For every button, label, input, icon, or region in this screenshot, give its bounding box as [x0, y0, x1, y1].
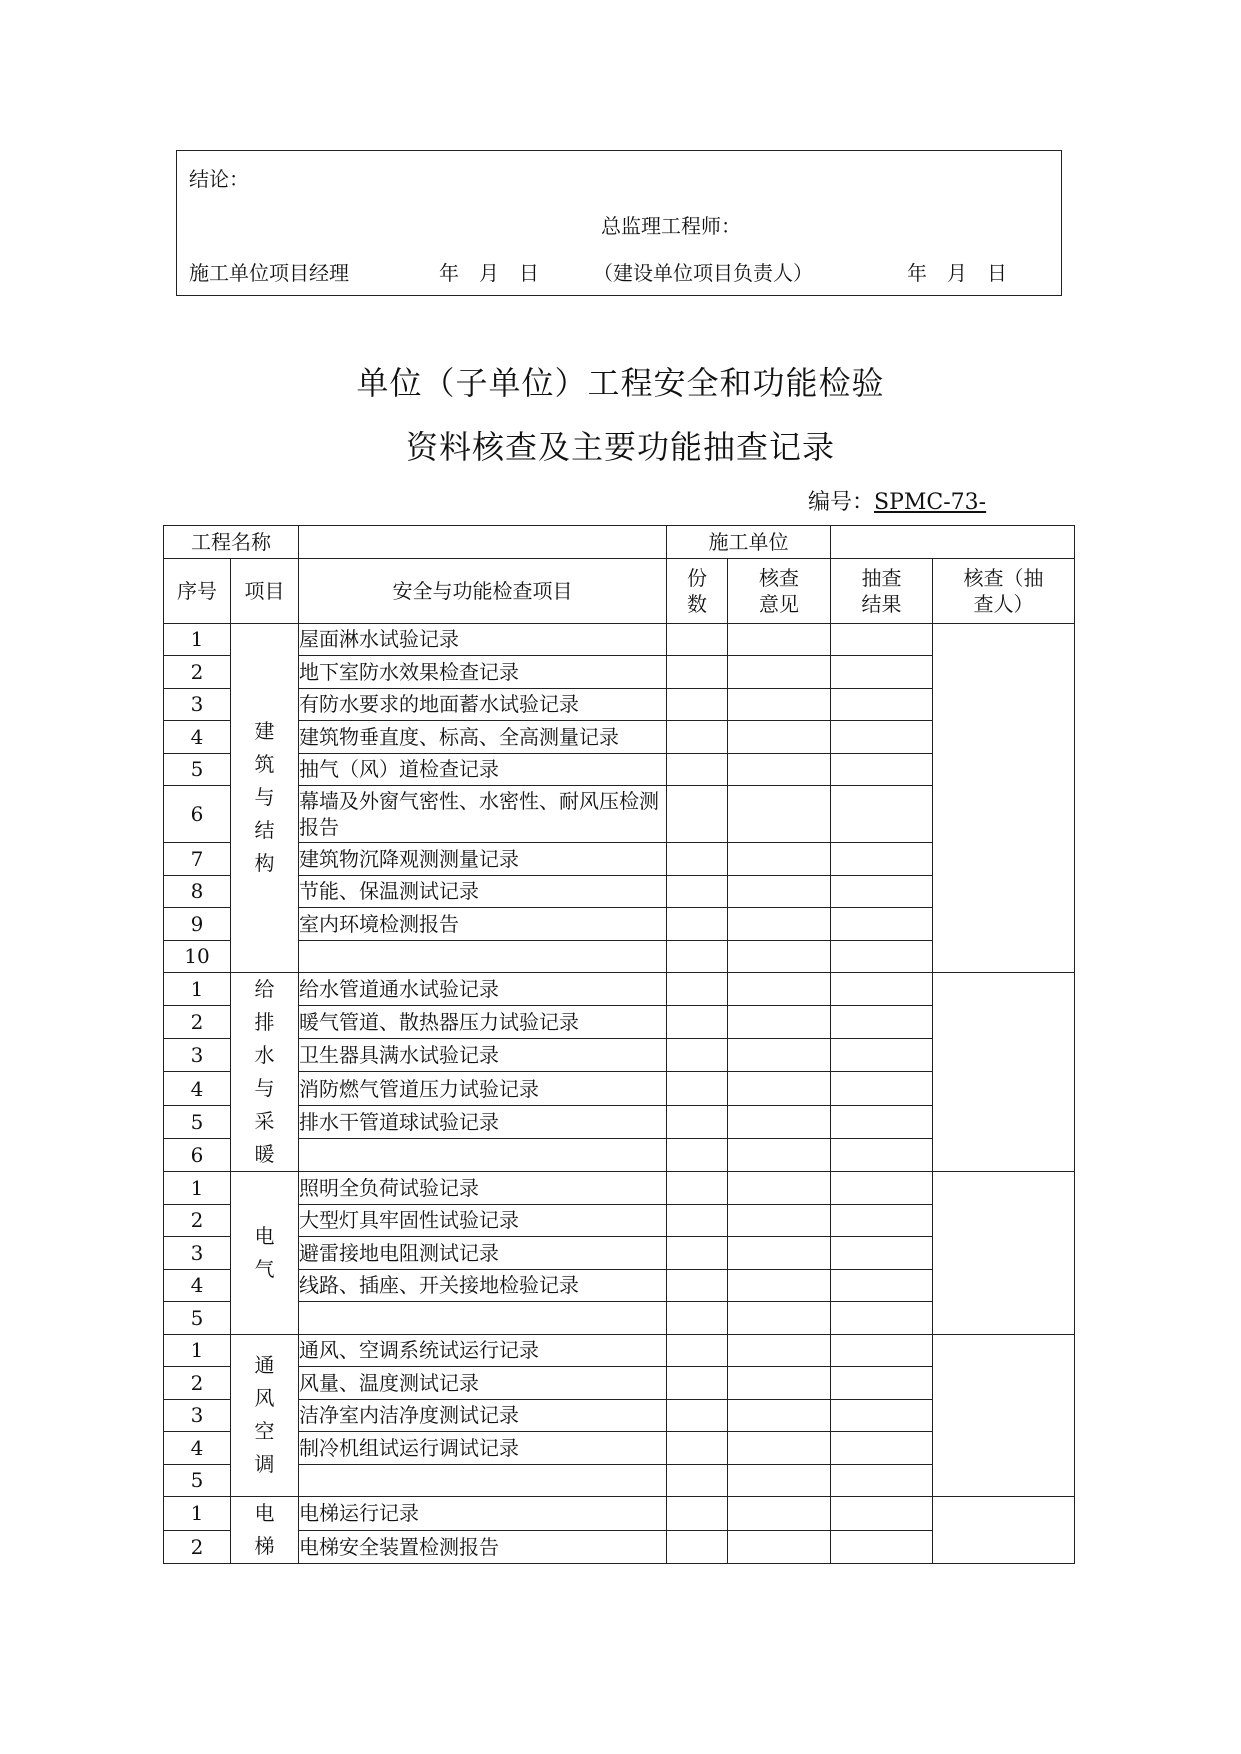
copies-cell[interactable]	[667, 1204, 728, 1237]
check-item	[299, 1464, 667, 1497]
review-opinion-cell[interactable]	[728, 843, 831, 876]
group-name	[231, 623, 299, 973]
spot-result-cell[interactable]	[831, 656, 933, 689]
copies-cell[interactable]	[667, 1006, 728, 1039]
review-opinion-cell[interactable]	[728, 908, 831, 941]
copies-cell[interactable]	[667, 973, 728, 1006]
chief-supervisor-label: 总监理工程师：	[601, 214, 741, 238]
copies-cell[interactable]	[667, 1530, 728, 1564]
row-seq: 1	[164, 1334, 231, 1367]
copies-cell[interactable]	[667, 1432, 728, 1465]
review-opinion-cell[interactable]	[728, 1237, 831, 1270]
review-opinion-cell[interactable]	[728, 1269, 831, 1302]
document-number-value: SPMC-73-	[874, 490, 987, 515]
check-item: 室内环境检测报告	[299, 908, 667, 941]
table-row	[164, 623, 1075, 656]
review-opinion-cell[interactable]	[728, 875, 831, 908]
spot-result-cell[interactable]	[831, 1269, 933, 1302]
header-seq: 序号	[164, 558, 231, 623]
project-name-label: 工程名称	[164, 526, 299, 559]
header-spot-result: 抽查结果	[831, 558, 933, 623]
copies-cell[interactable]	[667, 1172, 728, 1205]
copies-cell[interactable]	[667, 721, 728, 754]
row-seq: 4	[164, 1432, 231, 1465]
page-title-line2: 资料核查及主要功能抽查记录	[405, 428, 835, 466]
check-item: 地下室防水效果检查记录	[299, 656, 667, 689]
contractor-label: 施工单位	[667, 526, 831, 559]
copies-cell[interactable]	[667, 1269, 728, 1302]
row-seq: 3	[164, 1237, 231, 1270]
row-seq: 4	[164, 1072, 231, 1105]
spot-result-cell[interactable]	[831, 688, 933, 721]
spot-result-cell[interactable]	[831, 1302, 933, 1335]
check-item: 排水干管道球试验记录	[299, 1105, 667, 1138]
spot-result-cell[interactable]	[831, 1464, 933, 1497]
check-item: 屋面淋水试验记录	[299, 623, 667, 656]
spot-result-cell[interactable]	[831, 1105, 933, 1138]
check-item: 抽气（风）道检查记录	[299, 753, 667, 786]
spot-result-cell[interactable]	[831, 1138, 933, 1171]
check-item: 给水管道通水试验记录	[299, 973, 667, 1006]
spot-result-cell[interactable]	[831, 1072, 933, 1105]
contractor-value[interactable]	[831, 526, 1075, 559]
check-item: 照明全负荷试验记录	[299, 1172, 667, 1205]
check-item: 幕墙及外窗气密性、水密性、耐风压检测报告	[299, 786, 667, 843]
copies-cell[interactable]	[667, 1072, 728, 1105]
review-opinion-cell[interactable]	[728, 1105, 831, 1138]
row-seq: 5	[164, 1105, 231, 1138]
row-seq: 10	[164, 940, 231, 973]
check-item: 节能、保温测试记录	[299, 875, 667, 908]
row-seq: 9	[164, 908, 231, 941]
conclusion-box	[176, 150, 1062, 296]
check-item: 消防燃气管道压力试验记录	[299, 1072, 667, 1105]
project-name-value[interactable]	[299, 526, 667, 559]
project-info-row	[164, 526, 1075, 559]
review-opinion-cell[interactable]	[728, 656, 831, 689]
spot-result-cell[interactable]	[831, 973, 933, 1006]
group-name	[231, 1497, 299, 1564]
review-opinion-cell[interactable]	[728, 721, 831, 754]
review-opinion-cell[interactable]	[728, 1497, 831, 1531]
review-opinion-cell[interactable]	[728, 1039, 831, 1072]
row-seq: 5	[164, 1464, 231, 1497]
reviewer-cell[interactable]	[933, 1497, 1075, 1564]
copies-cell[interactable]	[667, 875, 728, 908]
review-opinion-cell[interactable]	[728, 688, 831, 721]
review-opinion-cell[interactable]	[728, 1072, 831, 1105]
copies-cell[interactable]	[667, 940, 728, 973]
group-name	[231, 1334, 299, 1497]
page-title-line1: 单位（子单位）工程安全和功能检验	[356, 364, 885, 402]
review-opinion-cell[interactable]	[728, 1464, 831, 1497]
row-seq: 3	[164, 1039, 231, 1072]
reviewer-cell[interactable]	[933, 973, 1075, 1172]
table-row	[164, 1334, 1075, 1367]
review-opinion-cell[interactable]	[728, 786, 831, 843]
check-item: 卫生器具满水试验记录	[299, 1039, 667, 1072]
row-seq: 2	[164, 1367, 231, 1400]
copies-cell[interactable]	[667, 1367, 728, 1400]
review-opinion-cell[interactable]	[728, 940, 831, 973]
header-copies: 份数	[667, 558, 728, 623]
row-seq: 4	[164, 721, 231, 754]
review-opinion-cell[interactable]	[728, 1006, 831, 1039]
spot-result-cell[interactable]	[831, 1530, 933, 1564]
review-opinion-cell[interactable]	[728, 753, 831, 786]
reviewer-cell[interactable]	[933, 1172, 1075, 1335]
spot-result-cell[interactable]	[831, 875, 933, 908]
copies-cell[interactable]	[667, 908, 728, 941]
row-seq: 1	[164, 1172, 231, 1205]
review-opinion-cell[interactable]	[728, 1334, 831, 1367]
spot-result-cell[interactable]	[831, 721, 933, 754]
copies-cell[interactable]	[667, 1302, 728, 1335]
header-review-opinion: 核查意见	[728, 558, 831, 623]
spot-result-cell[interactable]	[831, 1006, 933, 1039]
check-item: 线路、插座、开关接地检验记录	[299, 1269, 667, 1302]
review-opinion-cell[interactable]	[728, 1172, 831, 1205]
header-row	[164, 558, 1075, 623]
check-item: 洁净室内洁净度测试记录	[299, 1399, 667, 1432]
copies-cell[interactable]	[667, 1138, 728, 1171]
table-row	[164, 1172, 1075, 1205]
conclusion-label: 结论：	[189, 167, 249, 191]
check-item: 电梯运行记录	[299, 1497, 667, 1531]
row-seq: 2	[164, 656, 231, 689]
spot-result-cell[interactable]	[831, 1237, 933, 1270]
copies-cell[interactable]	[667, 1334, 728, 1367]
review-opinion-cell[interactable]	[728, 1138, 831, 1171]
row-seq: 4	[164, 1269, 231, 1302]
row-seq: 5	[164, 753, 231, 786]
group-name	[231, 973, 299, 1172]
table-row	[164, 973, 1075, 1006]
row-seq: 7	[164, 843, 231, 876]
check-item: 电梯安全装置检测报告	[299, 1530, 667, 1564]
review-opinion-cell[interactable]	[728, 1530, 831, 1564]
copies-cell[interactable]	[667, 1105, 728, 1138]
copies-cell[interactable]	[667, 1039, 728, 1072]
check-item	[299, 940, 667, 973]
spot-result-cell[interactable]	[831, 1432, 933, 1465]
review-opinion-cell[interactable]	[728, 973, 831, 1006]
row-seq: 8	[164, 875, 231, 908]
copies-cell[interactable]	[667, 1497, 728, 1531]
spot-result-cell[interactable]	[831, 908, 933, 941]
header-item: 项目	[231, 558, 299, 623]
row-seq: 2	[164, 1530, 231, 1564]
check-item: 制冷机组试运行调试记录	[299, 1432, 667, 1465]
copies-cell[interactable]	[667, 656, 728, 689]
row-seq: 2	[164, 1204, 231, 1237]
spot-result-cell[interactable]	[831, 623, 933, 656]
row-seq: 3	[164, 1399, 231, 1432]
group-name	[231, 1172, 299, 1335]
reviewer-cell[interactable]	[933, 1334, 1075, 1497]
review-opinion-cell[interactable]	[728, 1367, 831, 1400]
header-reviewer: 核查（抽查人）	[933, 558, 1075, 623]
row-seq: 1	[164, 623, 231, 656]
copies-cell[interactable]	[667, 753, 728, 786]
copies-cell[interactable]	[667, 786, 728, 843]
copies-cell[interactable]	[667, 1237, 728, 1270]
check-item: 有防水要求的地面蓄水试验记录	[299, 688, 667, 721]
group-name-text: 电梯	[254, 1501, 275, 1558]
check-item: 大型灯具牢固性试验记录	[299, 1204, 667, 1237]
review-opinion-cell[interactable]	[728, 1302, 831, 1335]
date-left: 年 月 日	[439, 261, 539, 285]
check-item: 暖气管道、散热器压力试验记录	[299, 1006, 667, 1039]
check-item: 建筑物沉降观测测量记录	[299, 843, 667, 876]
spot-result-cell[interactable]	[831, 1204, 933, 1237]
copies-cell[interactable]	[667, 688, 728, 721]
spot-result-cell[interactable]	[831, 1367, 933, 1400]
group-name-text: 建筑与结构	[254, 719, 275, 876]
copies-cell[interactable]	[667, 1399, 728, 1432]
copies-cell[interactable]	[667, 623, 728, 656]
spot-result-cell[interactable]	[831, 843, 933, 876]
date-right: 年 月 日	[907, 261, 1007, 285]
reviewer-cell[interactable]	[933, 623, 1075, 973]
row-seq: 1	[164, 973, 231, 1006]
row-seq: 3	[164, 688, 231, 721]
group-name-text: 电气	[254, 1223, 275, 1281]
spot-result-cell[interactable]	[831, 1497, 933, 1531]
check-item: 避雷接地电阻测试记录	[299, 1237, 667, 1270]
header-check-item: 安全与功能检查项目	[299, 558, 667, 623]
spot-result-cell[interactable]	[831, 1172, 933, 1205]
check-item: 通风、空调系统试运行记录	[299, 1334, 667, 1367]
spot-result-cell[interactable]	[831, 786, 933, 843]
table-row	[164, 1497, 1075, 1531]
document-number-label: 编号：	[808, 490, 875, 515]
document-number	[808, 485, 1030, 516]
inspection-table	[163, 525, 1075, 1564]
spot-result-cell[interactable]	[831, 1399, 933, 1432]
review-opinion-cell[interactable]	[728, 623, 831, 656]
group-name-text: 给排水与采暖	[254, 977, 275, 1166]
contractor-pm-label: 施工单位项目经理	[189, 261, 349, 285]
check-item: 风量、温度测试记录	[299, 1367, 667, 1400]
copies-cell[interactable]	[667, 1464, 728, 1497]
copies-cell[interactable]	[667, 843, 728, 876]
owner-pm-label: （建设单位项目负责人）	[593, 261, 813, 285]
spot-result-cell[interactable]	[831, 940, 933, 973]
row-seq: 5	[164, 1302, 231, 1335]
check-item	[299, 1302, 667, 1335]
check-item: 建筑物垂直度、标高、全高测量记录	[299, 721, 667, 754]
review-opinion-cell[interactable]	[728, 1399, 831, 1432]
group-name-text: 通风空调	[254, 1353, 275, 1477]
row-seq: 6	[164, 1138, 231, 1171]
spot-result-cell[interactable]	[831, 1334, 933, 1367]
row-seq: 6	[164, 786, 231, 843]
review-opinion-cell[interactable]	[728, 1432, 831, 1465]
row-seq: 1	[164, 1497, 231, 1531]
row-seq: 2	[164, 1006, 231, 1039]
check-item	[299, 1138, 667, 1171]
spot-result-cell[interactable]	[831, 1039, 933, 1072]
spot-result-cell[interactable]	[831, 753, 933, 786]
review-opinion-cell[interactable]	[728, 1204, 831, 1237]
